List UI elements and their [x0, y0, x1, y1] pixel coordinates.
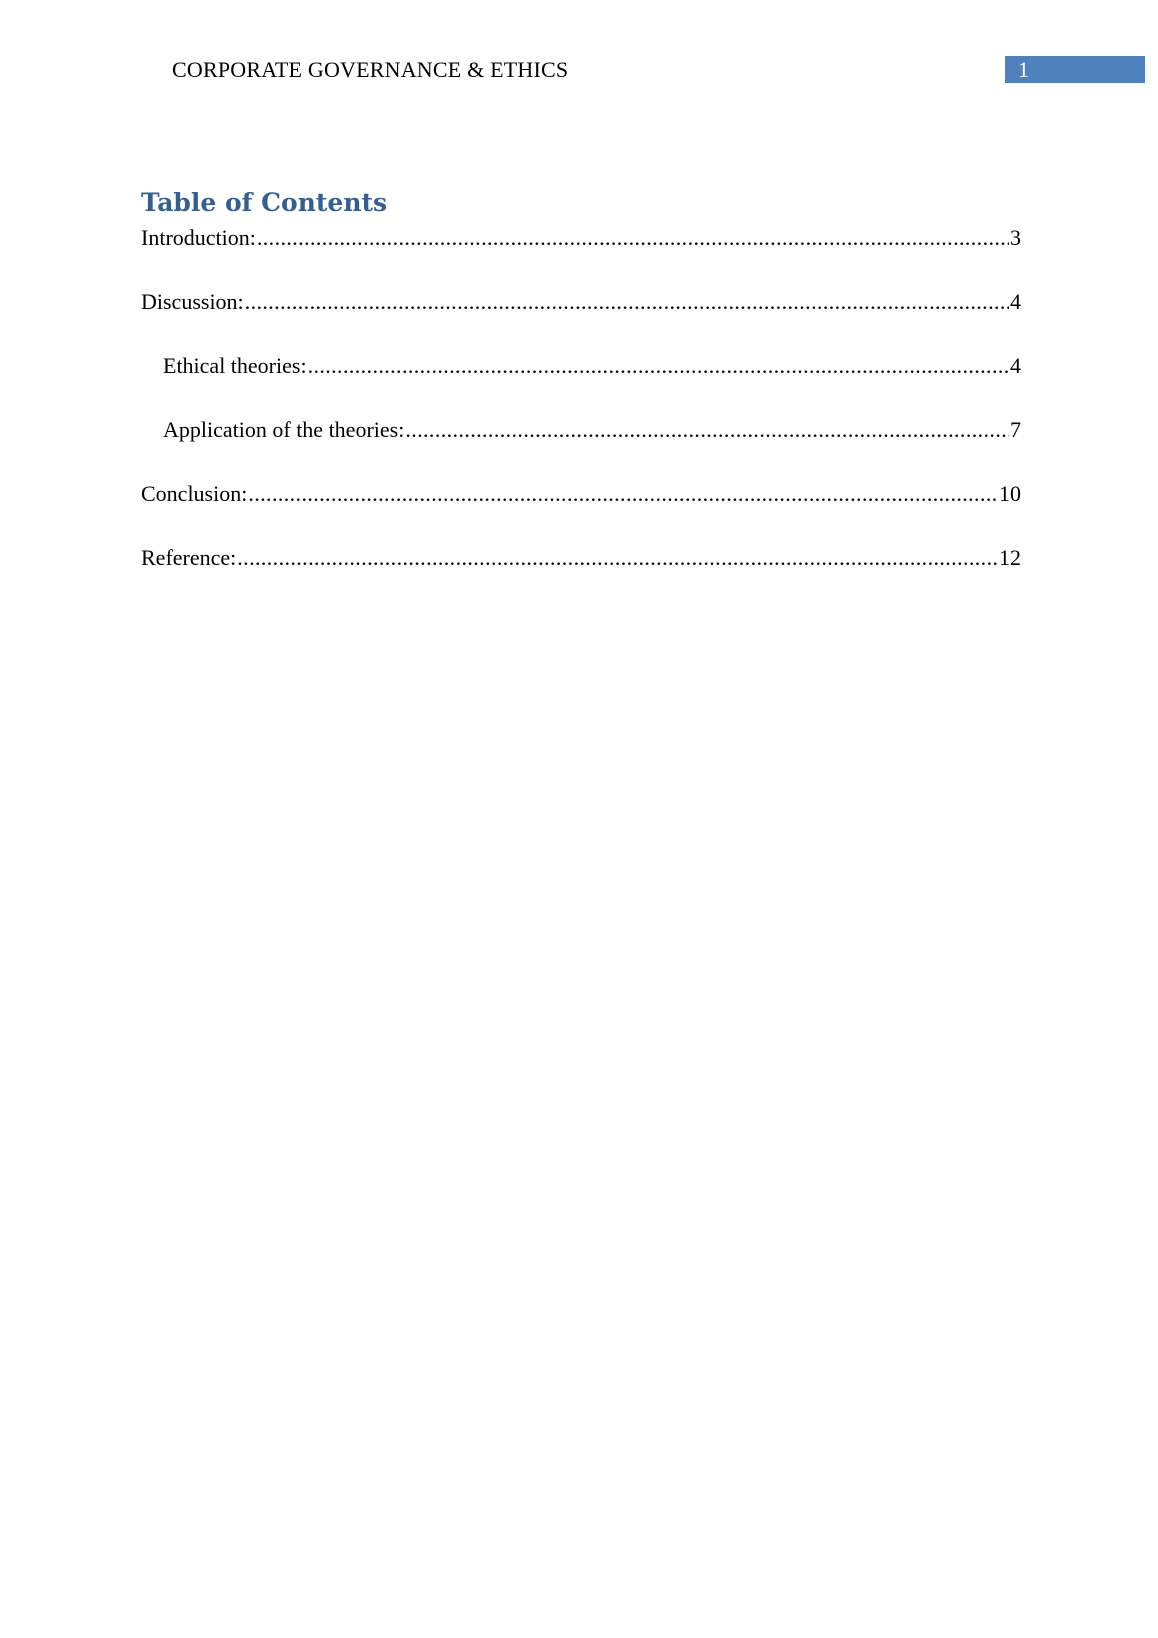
toc-dot-leader — [245, 287, 1009, 317]
page-number: 1 — [1018, 57, 1029, 82]
toc-entry-page: 3 — [1010, 225, 1021, 250]
toc-entry-page: 4 — [1010, 353, 1021, 378]
toc-entry-page: 10 — [999, 481, 1021, 506]
running-header-title: CORPORATE GOVERNANCE & ETHICS — [172, 57, 569, 82]
toc-entry-discussion[interactable] — [141, 287, 1021, 351]
table-of-contents — [141, 223, 1021, 607]
toc-dot-leader — [405, 415, 1009, 445]
toc-entry-conclusion[interactable] — [141, 479, 1021, 543]
toc-dot-leader — [237, 543, 998, 573]
toc-entry-ethical-theories[interactable] — [141, 351, 1021, 415]
toc-entry-title: Introduction: — [141, 225, 256, 250]
toc-entry-title: Ethical theories: — [163, 353, 307, 378]
toc-entry-page: 4 — [1010, 289, 1021, 314]
toc-entry-title: Application of the theories: — [163, 417, 405, 442]
toc-dot-leader — [308, 351, 1009, 381]
toc-dot-leader — [248, 479, 998, 509]
toc-heading: Table of Contents — [141, 188, 388, 217]
toc-entry-title: Reference: — [141, 545, 237, 570]
toc-entry-reference[interactable] — [141, 543, 1021, 607]
toc-entry-page: 7 — [1010, 417, 1021, 442]
toc-entry-title: Conclusion: — [141, 481, 248, 506]
toc-dot-leader — [257, 223, 1009, 253]
toc-entry-page: 12 — [999, 545, 1021, 570]
toc-entry-application-of-theories[interactable] — [141, 415, 1021, 479]
toc-entry-introduction[interactable] — [141, 223, 1021, 287]
toc-entry-title: Discussion: — [141, 289, 244, 314]
page-number-badge — [1005, 56, 1145, 83]
